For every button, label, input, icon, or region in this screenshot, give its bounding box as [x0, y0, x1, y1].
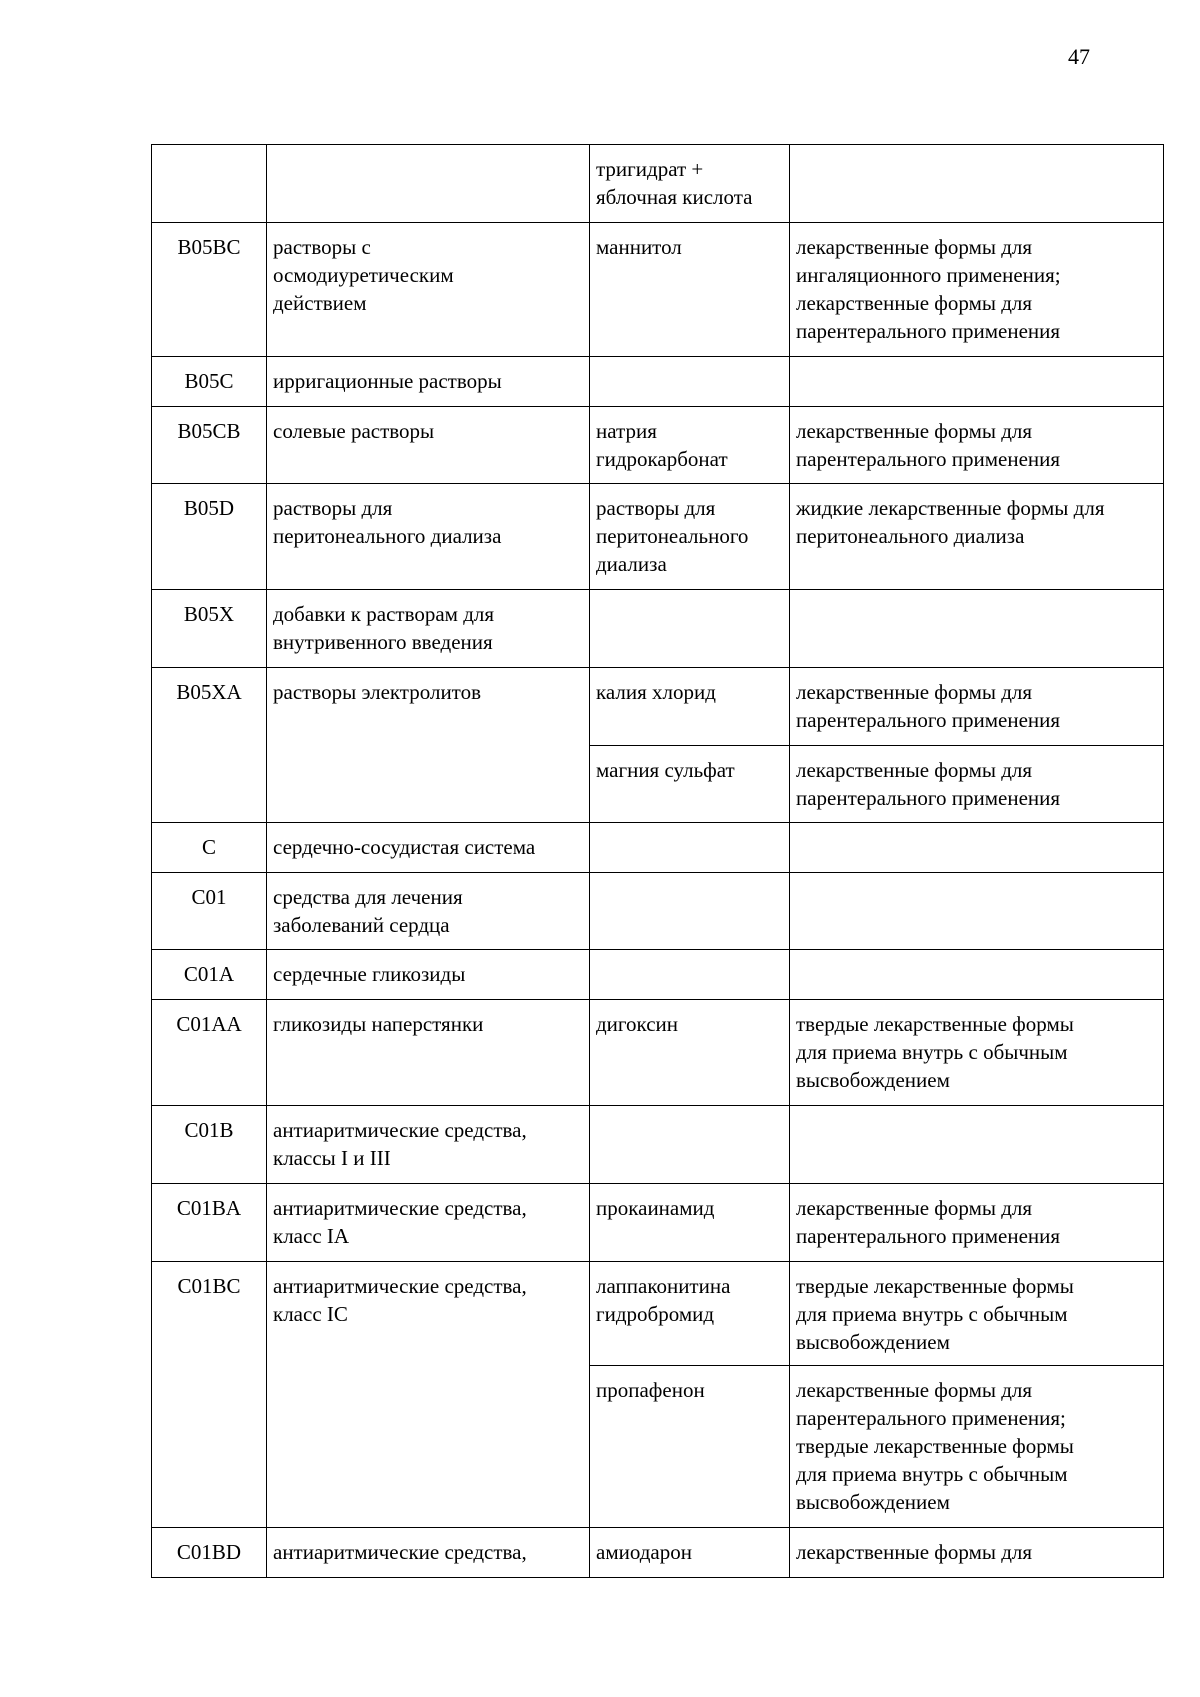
table-row	[152, 1184, 1164, 1262]
group-name-cell: растворы электролитов	[267, 668, 590, 823]
table-row	[152, 407, 1164, 484]
substance-cell	[590, 590, 790, 668]
atc-code-cell: C01A	[152, 950, 267, 1000]
group-name-cell: антиаритмические средства, класс IA	[267, 1184, 590, 1262]
dosage-form-cell: лекарственные формы для парентерального применения	[790, 746, 1164, 823]
atc-code-cell: B05X	[152, 590, 267, 668]
atc-code-cell: C01BD	[152, 1528, 267, 1578]
group-name-cell: сердечные гликозиды	[267, 950, 590, 1000]
dosage-form-cell	[790, 823, 1164, 873]
substance-cell: магния сульфат	[590, 746, 790, 823]
page-number: 47	[1068, 44, 1090, 69]
table-row	[152, 873, 1164, 950]
atc-code-cell: C01B	[152, 1106, 267, 1184]
group-name-cell: средства для лечения заболеваний сердца	[267, 873, 590, 950]
substance-cell: маннитол	[590, 223, 790, 357]
atc-code-cell: C01BA	[152, 1184, 267, 1262]
table-row	[152, 668, 1164, 746]
table-row	[152, 145, 1164, 223]
group-name-cell: добавки к растворам для внутривенного введения	[267, 590, 590, 668]
atc-code-cell: B05CB	[152, 407, 267, 484]
substance-cell: амиодарон	[590, 1528, 790, 1578]
table-row	[152, 484, 1164, 590]
substance-cell	[590, 1106, 790, 1184]
dosage-form-cell: лекарственные формы для парентерального применения	[790, 1184, 1164, 1262]
substance-cell: дигоксин	[590, 1000, 790, 1106]
dosage-form-cell: твердые лекарственные формы для приема внутрь с обычным высвобождением	[790, 1000, 1164, 1106]
dosage-form-cell	[790, 1106, 1164, 1184]
group-name-cell: солевые растворы	[267, 407, 590, 484]
dosage-form-cell	[790, 590, 1164, 668]
substance-cell	[590, 823, 790, 873]
dosage-form-cell: твердые лекарственные формы для приема внутрь с обычным высвобождением	[790, 1262, 1164, 1366]
table-row	[152, 823, 1164, 873]
dosage-form-cell	[790, 357, 1164, 407]
substance-cell: лаппаконитина гидробромид	[590, 1262, 790, 1366]
atc-code-cell: C01AA	[152, 1000, 267, 1106]
group-name-cell: антиаритмические средства,	[267, 1528, 590, 1578]
substance-cell: прокаинамид	[590, 1184, 790, 1262]
substance-cell	[590, 873, 790, 950]
dosage-form-cell	[790, 145, 1164, 223]
dosage-form-cell: лекарственные формы для ингаляционного применения; лекарственные формы для парентерального применения	[790, 223, 1164, 357]
substance-cell: калия хлорид	[590, 668, 790, 746]
dosage-form-cell: лекарственные формы для парентерального применения	[790, 407, 1164, 484]
table-row	[152, 1000, 1164, 1106]
group-name-cell	[267, 145, 590, 223]
atc-code-cell: B05BC	[152, 223, 267, 357]
table-row	[152, 1262, 1164, 1366]
group-name-cell: ирригационные растворы	[267, 357, 590, 407]
atc-code-cell: C01BC	[152, 1262, 267, 1528]
substance-cell	[590, 357, 790, 407]
dosage-form-cell: лекарственные формы для парентерального применения	[790, 668, 1164, 746]
dosage-form-cell	[790, 873, 1164, 950]
atc-code-cell	[152, 145, 267, 223]
table-row	[152, 357, 1164, 407]
group-name-cell: растворы для перитонеального диализа	[267, 484, 590, 590]
dosage-form-cell: лекарственные формы для парентерального применения; твердые лекарственные формы для приема внутрь с обычным высвобождением	[790, 1366, 1164, 1528]
substance-cell: натрия гидрокарбонат	[590, 407, 790, 484]
substance-cell: растворы для перитонеального диализа	[590, 484, 790, 590]
dosage-form-cell: лекарственные формы для	[790, 1528, 1164, 1578]
substance-cell: тригидрат + яблочная кислота	[590, 145, 790, 223]
drug-table	[151, 144, 1164, 1578]
table-row	[152, 590, 1164, 668]
group-name-cell: гликозиды наперстянки	[267, 1000, 590, 1106]
substance-cell: пропафенон	[590, 1366, 790, 1528]
atc-code-cell: B05D	[152, 484, 267, 590]
atc-code-cell: B05C	[152, 357, 267, 407]
atc-code-cell: C	[152, 823, 267, 873]
atc-code-cell: C01	[152, 873, 267, 950]
group-name-cell: антиаритмические средства, класс IC	[267, 1262, 590, 1528]
group-name-cell: растворы с осмодиуретическим действием	[267, 223, 590, 357]
atc-code-cell: B05XA	[152, 668, 267, 823]
table-row	[152, 223, 1164, 357]
dosage-form-cell	[790, 950, 1164, 1000]
table-row	[152, 950, 1164, 1000]
group-name-cell: сердечно-сосудистая система	[267, 823, 590, 873]
substance-cell	[590, 950, 790, 1000]
table-row	[152, 1106, 1164, 1184]
table-row	[152, 1528, 1164, 1578]
dosage-form-cell: жидкие лекарственные формы для перитонеального диализа	[790, 484, 1164, 590]
group-name-cell: антиаритмические средства, классы I и III	[267, 1106, 590, 1184]
